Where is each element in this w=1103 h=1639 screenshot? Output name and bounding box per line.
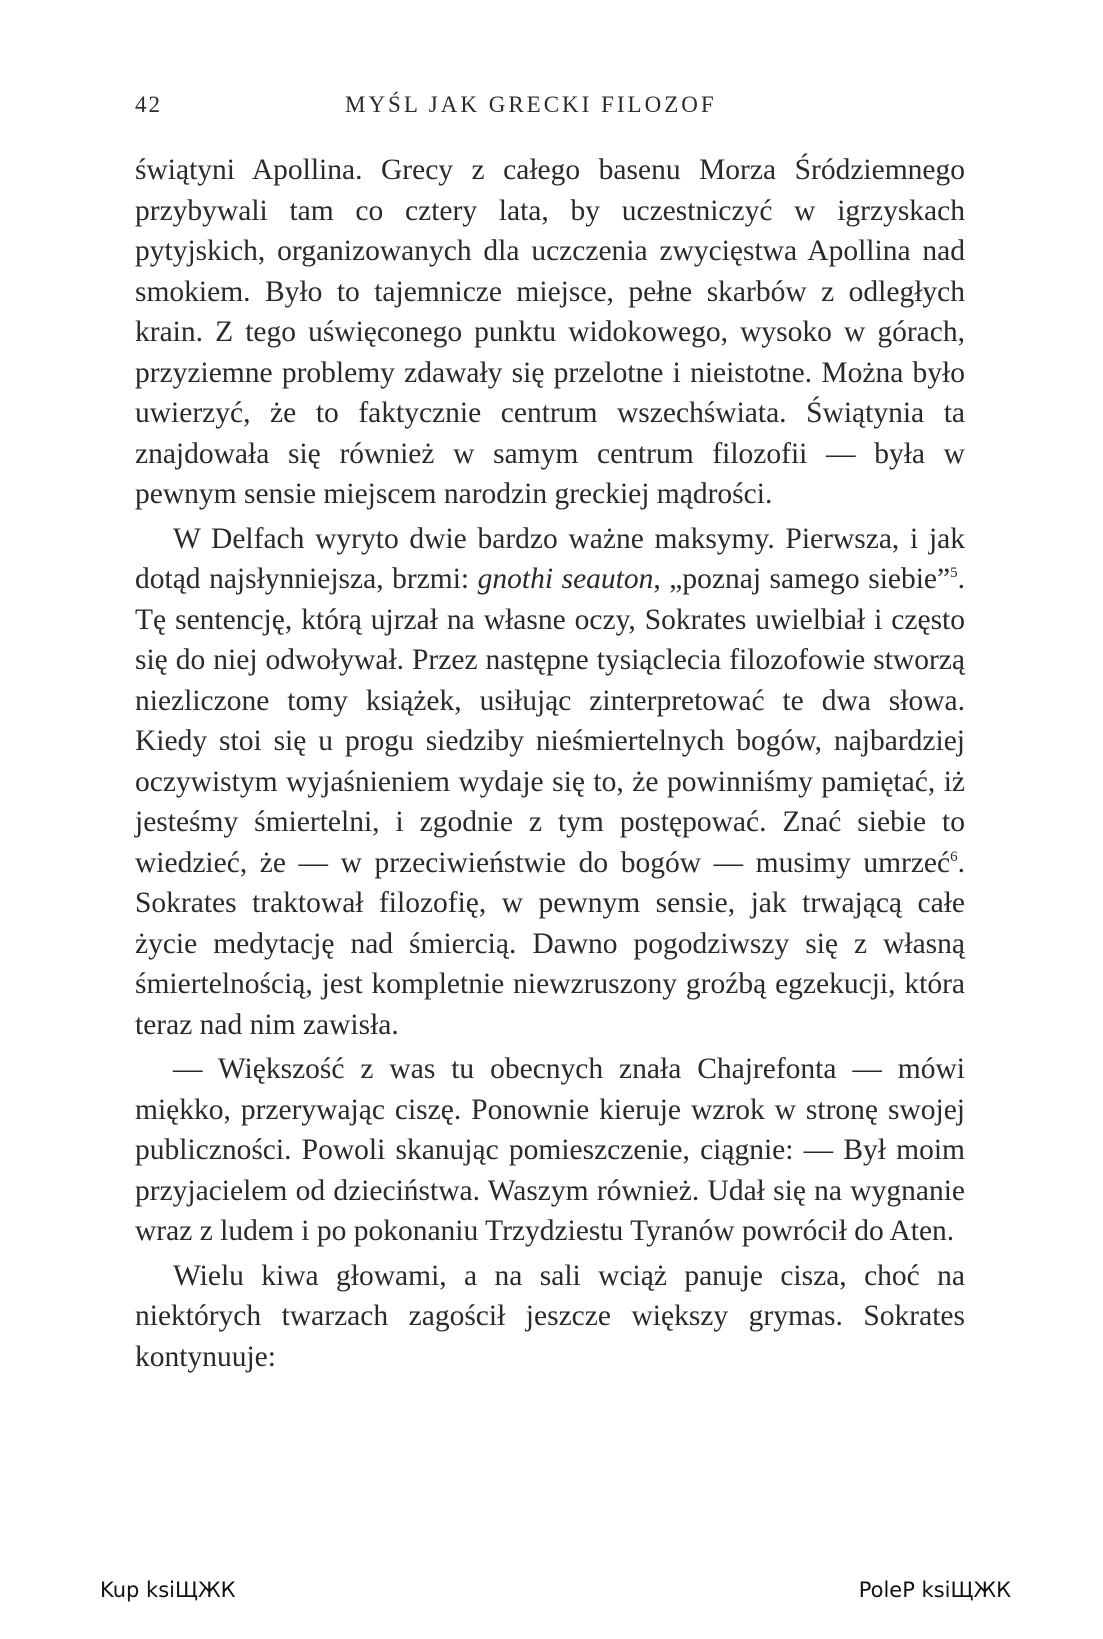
paragraph-2-text-a: W Delfach wyryto dwie bardzo ważne maksymy. Pierwsza, i jak dotąd najsłynniejsza, brzmi:: [135, 522, 965, 595]
paragraph-2-text-b: , „poznaj samego siebie”: [653, 563, 951, 595]
buy-book-link[interactable]: Kup ksiЩЖК: [100, 1578, 236, 1602]
paragraph-4: Wielu kiwa głowami, a na sali wciąż panuje cisza, choć na niektórych twarzach zagościł jeszcze większy grymas. Sokrates kontynuuje:: [135, 1259, 965, 1373]
paragraph-3: — Większość z was tu obecnych znała Chajrefonta — mówi miękko, przerywając ciszę. Ponownie kieruje wzrok w stronę swojej publiczności. Powoli skanując pomieszczenie, ciągnie: — Był moim przyjacielem od dzieciństwa. Waszym również. Udał się na wygnanie wraz z ludem i po pokonaniu Trzydziestu Tyranów powrócił do Aten.: [135, 1053, 965, 1247]
footnote-ref-6: 6: [950, 848, 958, 865]
running-head: [135, 84, 965, 120]
paragraph-2: [135, 519, 965, 1046]
body-text: [135, 150, 965, 1377]
book-title: MYŚL JAK GRECKI FILOZOF: [345, 92, 717, 117]
page-number: 42: [135, 92, 162, 117]
recommend-book-link[interactable]: PoleР ksiЩЖК: [858, 1578, 1011, 1602]
footnote-ref-5: 5: [950, 565, 958, 582]
paragraph-1: świątyni Apollina. Grecy z całego basenu Morza Śródziemnego przybywali tam co cztery lata, by uczestniczyć w igrzyskach pytyjskich, organizowanych dla uczczenia zwycięstwa Apollina nad smokiem. Było to tajemnicze miejsce, pełne skarbów z odległych krain. Z tego uświęconego punktu widokowego, wysoko w górach, przyziemne problemy zdawały się przelotne i nieistotne. Można było uwierzyć, że to faktycznie centrum wszechświata. Świątynia ta znajdowała się również w samym centrum filozofii — była w pewnym sensie miejscem narodzin greckiej mądrości.: [135, 154, 965, 510]
greek-maxim: gnothi seauton: [477, 563, 654, 595]
paragraph-2-text-d: . Sokrates traktował filozofię, w pewnym sensie, jak trwającą całe życie medytację nad śmiercią. Dawno pogodziwszy się z własną śmiertelnością, jest kompletnie niewzruszony groźbą egzekucji, która teraz nad nim zawisła.: [135, 846, 965, 1041]
paragraph-2-text-c: . Tę sentencję, którą ujrzał na własne oczy, Sokrates uwielbiał i często się do niej odwoływał. Przez następne tysiąclecia filozofowie stworzą niezliczone tomy książek, usiłując zinterpretować te dwa słowa. Kiedy stoi się u progu siedziby nieśmiertelnych bogów, najbardziej oczywistym wyjaśnieniem wydaje się to, że powinniśmy pamiętać, iż jesteśmy śmiertelni, i zgodnie z tym postępować. Znać siebie to wiedzieć, że — w przeciwieństwie do bogów — musimy umrzeć: [135, 563, 965, 879]
